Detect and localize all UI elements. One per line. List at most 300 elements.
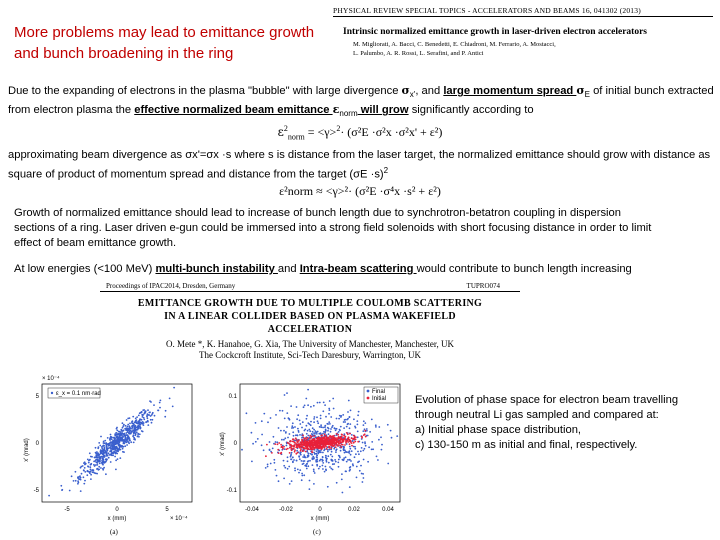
scatter-point-final xyxy=(308,452,310,454)
proceedings-title-line: IN A LINEAR COLLIDER BASED ON PLASMA WAKEFIELD xyxy=(164,311,456,322)
plot-c-legend-final: Final xyxy=(372,389,386,395)
scatter-point-final xyxy=(390,430,392,432)
scatter-point-final xyxy=(278,480,280,482)
scatter-point xyxy=(120,437,122,439)
scatter-point-final xyxy=(309,488,311,490)
scatter-point xyxy=(107,437,109,439)
scatter-point-final xyxy=(291,458,293,460)
scatter-point-final xyxy=(289,483,291,485)
scatter-point-final xyxy=(357,436,359,438)
scatter-point-final xyxy=(313,469,315,471)
scatter-point-final xyxy=(376,456,378,458)
scatter-point xyxy=(86,474,88,476)
scatter-point xyxy=(116,430,118,432)
scatter-point xyxy=(90,463,92,465)
scatter-point xyxy=(152,413,154,415)
text: , and xyxy=(415,85,444,97)
scatter-point xyxy=(121,433,123,435)
scatter-point xyxy=(137,436,139,438)
scatter-point xyxy=(95,464,97,466)
scatter-point xyxy=(122,427,124,429)
scatter-point-final xyxy=(273,459,275,461)
scatter-point-initial xyxy=(355,436,357,438)
scatter-point xyxy=(133,442,135,444)
scatter-point-final xyxy=(317,422,319,424)
scatter-point-final xyxy=(325,429,327,431)
scatter-point xyxy=(149,411,151,413)
scatter-point xyxy=(103,445,105,447)
scatter-point-final xyxy=(304,405,306,407)
scatter-point-final xyxy=(304,430,306,432)
scatter-point-initial xyxy=(349,433,351,435)
scatter-point-final xyxy=(368,446,370,448)
scatter-point-initial xyxy=(291,441,293,443)
scatter-point-final xyxy=(255,441,257,443)
scatter-point-initial xyxy=(318,448,320,450)
scatter-point-final xyxy=(322,465,324,467)
plot-a-xtick: -5 xyxy=(64,507,70,513)
scatter-point-initial xyxy=(361,437,363,439)
scatter-point-initial xyxy=(353,442,355,444)
scatter-point-final xyxy=(349,470,351,472)
scatter-point-initial xyxy=(316,438,318,440)
scatter-point-final xyxy=(378,426,380,428)
scatter-point-final xyxy=(270,463,272,465)
scatter-point xyxy=(99,458,101,460)
scatter-point-initial xyxy=(321,434,323,436)
scatter-point-initial xyxy=(287,442,289,444)
scatter-point-final xyxy=(371,419,373,421)
underlined-text: effective normalized beam emittance xyxy=(134,104,333,117)
scatter-point-final xyxy=(381,449,383,451)
scatter-point-initial xyxy=(302,450,304,452)
plot-a-legend: ε_x = 0.1 nm·rad xyxy=(56,391,101,397)
scatter-point-initial xyxy=(294,442,296,444)
subscript: E xyxy=(584,90,590,100)
scatter-point xyxy=(108,454,110,456)
scatter-point-final xyxy=(284,394,286,396)
scatter-point xyxy=(172,406,174,408)
scatter-point-final xyxy=(306,463,308,465)
scatter-point-final xyxy=(387,424,389,426)
scatter-point-final xyxy=(325,469,327,471)
scatter-point xyxy=(123,451,125,453)
scatter-point-final xyxy=(312,464,314,466)
scatter-point-final xyxy=(324,449,326,451)
scatter-point-final xyxy=(329,449,331,451)
scatter-point xyxy=(149,400,151,402)
scatter-point-final xyxy=(313,470,315,472)
scatter-point-initial xyxy=(351,445,353,447)
scatter-point-initial xyxy=(298,446,300,448)
scatter-point-initial xyxy=(303,442,305,444)
scatter-point xyxy=(114,438,116,440)
scatter-point xyxy=(150,419,152,421)
scatter-point-final xyxy=(328,462,330,464)
scatter-point xyxy=(134,429,136,431)
scatter-point-initial xyxy=(350,441,352,443)
scatter-point-initial xyxy=(280,444,282,446)
scatter-point-final xyxy=(308,455,310,457)
scatter-point xyxy=(127,424,129,426)
scatter-point-final xyxy=(273,436,275,438)
scatter-point-final xyxy=(321,426,323,428)
scatter-point-final xyxy=(303,406,305,408)
scatter-point-initial xyxy=(329,447,331,449)
scatter-point xyxy=(48,495,50,497)
scatter-point-final xyxy=(350,460,352,462)
plot-c-xtick: 0.04 xyxy=(382,507,394,513)
scatter-point-final xyxy=(288,466,290,468)
scatter-point-final xyxy=(267,464,269,466)
scatter-point-final xyxy=(283,439,285,441)
scatter-point-final xyxy=(345,451,347,453)
scatter-point xyxy=(124,445,126,447)
scatter-point-final xyxy=(332,469,334,471)
underlined-text: Intra-beam scattering xyxy=(299,263,417,275)
figure-caption xyxy=(415,393,715,453)
scatter-point-initial xyxy=(326,441,328,443)
scatter-point xyxy=(135,418,137,420)
scatter-point-initial xyxy=(342,441,344,443)
formula-part: 2 xyxy=(283,124,288,133)
proceedings-clipping xyxy=(100,282,520,361)
scatter-point-final xyxy=(375,426,377,428)
plot-a-corner-exponent: × 10⁻⁴ xyxy=(42,376,60,382)
scatter-point-final xyxy=(362,473,364,475)
plot-a-yticks xyxy=(34,394,40,494)
scatter-point xyxy=(104,440,106,442)
plot-a-panel-label: (a) xyxy=(110,528,118,536)
scatter-point xyxy=(103,461,105,463)
scatter-point-final xyxy=(307,435,309,437)
scatter-point xyxy=(71,475,73,477)
scatter-point-final xyxy=(257,438,259,440)
scatter-point xyxy=(97,447,99,449)
scatter-point xyxy=(132,416,134,418)
scatter-point-final xyxy=(272,448,274,450)
scatter-point-final xyxy=(289,433,291,435)
proceedings-authors-line: O. Mete *, K. Hanahoe, G. Xia, The University of Manchester, Manchester, UK xyxy=(165,339,455,349)
scatter-point xyxy=(109,442,111,444)
scatter-point xyxy=(142,409,144,411)
scatter-point xyxy=(103,441,105,443)
scatter-point-final xyxy=(320,459,322,461)
scatter-point-final xyxy=(371,449,373,451)
scatter-point xyxy=(128,430,130,432)
plot-c-panel-label: (c) xyxy=(313,528,321,536)
scatter-point-final xyxy=(316,464,318,466)
scatter-point-final xyxy=(326,461,328,463)
scatter-point-initial xyxy=(305,443,307,445)
plot-a-ytick: 0 xyxy=(35,441,39,447)
scatter-point-final xyxy=(357,451,359,453)
scatter-point-final xyxy=(299,423,301,425)
scatter-point-final xyxy=(317,453,319,455)
proceedings-authors-line: The Cockcroft Institute, Sci-Tech Daresbury, Warrington, UK xyxy=(198,350,422,360)
scatter-point xyxy=(100,467,102,469)
scatter-point xyxy=(147,421,149,423)
scatter-point-final xyxy=(330,416,332,418)
scatter-point xyxy=(112,442,114,444)
scatter-point xyxy=(80,479,82,481)
caption-line: c) 130-150 m as initial and final, respectively. xyxy=(415,439,638,451)
scatter-point-final xyxy=(307,465,309,467)
formula-emittance-approx: ε²norm ≈ <γ>²· (σ²E ·σ⁴x ·s² + ε²) xyxy=(279,184,441,198)
scatter-point xyxy=(106,458,108,460)
text: At low energies (<100 MeV) xyxy=(14,263,156,275)
scatter-point xyxy=(123,430,125,432)
scatter-point-final xyxy=(354,456,356,458)
scatter-point-initial xyxy=(337,445,339,447)
scatter-point xyxy=(129,417,131,419)
scatter-point xyxy=(118,431,120,433)
scatter-point-final xyxy=(301,473,303,475)
scatter-point-final xyxy=(303,463,305,465)
caption-line: a) Initial phase space distribution, xyxy=(415,424,582,436)
scatter-point-final xyxy=(318,468,320,470)
epsilon-symbol: ε xyxy=(332,102,340,117)
scatter-point xyxy=(102,469,104,471)
journal-authors xyxy=(333,41,673,58)
scatter-point-final xyxy=(338,459,340,461)
superscript: 2 xyxy=(383,166,389,175)
scatter-point-initial xyxy=(307,437,309,439)
scatter-point xyxy=(84,467,86,469)
scatter-point xyxy=(122,422,124,424)
scatter-point xyxy=(132,436,134,438)
scatter-point-final xyxy=(296,450,298,452)
scatter-point-final xyxy=(360,450,362,452)
scatter-point-initial xyxy=(322,446,324,448)
scatter-point-final xyxy=(267,466,269,468)
scatter-point xyxy=(165,410,167,412)
proceedings-authors xyxy=(100,339,520,361)
scatter-point-final xyxy=(325,455,327,457)
scatter-point-initial xyxy=(303,444,305,446)
scatter-point xyxy=(112,455,114,457)
text: would contribute to bunch length increasing xyxy=(416,263,632,275)
scatter-point xyxy=(108,445,110,447)
scatter-point xyxy=(95,453,97,455)
scatter-point-final xyxy=(349,416,351,418)
scatter-point xyxy=(61,489,63,491)
scatter-point-final xyxy=(284,437,286,439)
scatter-point xyxy=(145,421,147,423)
scatter-point xyxy=(104,448,106,450)
scatter-point xyxy=(110,436,112,438)
scatter-point-initial xyxy=(274,443,276,445)
plot-c-legend-initial: Initial xyxy=(372,396,387,402)
plot-c-xticks xyxy=(245,507,394,513)
scatter-point-final xyxy=(251,432,253,434)
scatter-point-final xyxy=(348,400,350,402)
scatter-point-final xyxy=(365,445,367,447)
slide-title: More problems may lead to emittance growth and bunch broadening in the ring xyxy=(14,24,315,62)
paragraph-approximation xyxy=(8,148,716,183)
scatter-point xyxy=(138,436,140,438)
plot-c-phase-space-comparison xyxy=(218,380,408,538)
proceedings-title xyxy=(100,297,520,336)
scatter-point xyxy=(136,427,138,429)
scatter-point-final xyxy=(332,425,334,427)
plot-c-ylabel: x' (mrad) xyxy=(220,432,226,456)
scatter-point-initial xyxy=(313,447,315,449)
scatter-point-final xyxy=(322,452,324,454)
scatter-point-final xyxy=(325,457,327,459)
scatter-point xyxy=(126,442,128,444)
scatter-point-initial xyxy=(354,441,356,443)
scatter-point-initial xyxy=(293,439,295,441)
journal-title: Intrinsic normalized emittance growth in laser-driven electron accelerators xyxy=(343,27,648,37)
scatter-point xyxy=(116,427,118,429)
scatter-point-initial xyxy=(363,434,365,436)
scatter-point-final xyxy=(357,424,359,426)
scatter-point xyxy=(115,460,117,462)
scatter-point xyxy=(84,464,86,466)
scatter-point-initial xyxy=(341,438,343,440)
scatter-point-initial xyxy=(353,438,355,440)
scatter-point-initial xyxy=(309,435,311,437)
scatter-point-final xyxy=(337,462,339,464)
plot-c-legend-marker-final xyxy=(367,390,370,393)
scatter-point xyxy=(113,451,115,453)
scatter-point-final xyxy=(314,416,316,418)
scatter-point-final xyxy=(336,428,338,430)
scatter-point-initial xyxy=(332,438,334,440)
scatter-point-final xyxy=(294,467,296,469)
scatter-point-final xyxy=(350,410,352,412)
scatter-point xyxy=(88,460,90,462)
scatter-point-final xyxy=(276,441,278,443)
scatter-point xyxy=(158,410,160,412)
scatter-point-final xyxy=(292,422,294,424)
scatter-point-initial xyxy=(330,447,332,449)
scatter-point xyxy=(110,448,112,450)
scatter-point-final xyxy=(292,461,294,463)
scatter-point xyxy=(102,454,104,456)
scatter-point-final xyxy=(338,431,340,433)
scatter-point xyxy=(146,415,148,417)
scatter-point xyxy=(114,442,116,444)
scatter-point-final xyxy=(298,430,300,432)
scatter-point xyxy=(153,404,155,406)
scatter-point-final xyxy=(330,454,332,456)
scatter-point xyxy=(94,472,96,474)
scatter-point-initial xyxy=(339,445,341,447)
scatter-point xyxy=(123,440,125,442)
scatter-point-initial xyxy=(344,444,346,446)
scatter-point xyxy=(147,417,149,419)
scatter-point-initial xyxy=(337,440,339,442)
scatter-point xyxy=(117,458,119,460)
scatter-point-initial xyxy=(315,441,317,443)
scatter-point-final xyxy=(327,455,329,457)
scatter-point-final xyxy=(346,426,348,428)
scatter-point-initial xyxy=(347,433,349,435)
scatter-point-final xyxy=(364,422,366,424)
caption-line: Evolution of phase space for electron beam travelling through neutral Li gas sampled and compared at: xyxy=(415,394,679,421)
scatter-point xyxy=(109,439,111,441)
scatter-point-initial xyxy=(310,441,312,443)
scatter-point-final xyxy=(331,456,333,458)
scatter-point-initial xyxy=(313,435,315,437)
scatter-point-final xyxy=(351,434,353,436)
scatter-point xyxy=(94,460,96,462)
scatter-point-final xyxy=(362,481,364,483)
scatter-point-final xyxy=(316,450,318,452)
scatter-point-initial xyxy=(345,440,347,442)
scatter-point-initial xyxy=(335,437,337,439)
scatter-point-final xyxy=(349,486,351,488)
proceedings-header-left: Proceedings of IPAC2014, Dresden, Germany xyxy=(106,282,236,290)
scatter-point xyxy=(139,426,141,428)
scatter-point-final xyxy=(324,425,326,427)
scatter-point xyxy=(60,485,62,487)
scatter-point xyxy=(90,474,92,476)
scatter-point xyxy=(99,454,101,456)
scatter-point-final xyxy=(347,411,349,413)
scatter-point-final xyxy=(263,413,265,415)
scatter-point xyxy=(98,466,100,468)
scatter-point-final xyxy=(265,467,267,469)
scatter-point-final xyxy=(343,433,345,435)
formula-emittance xyxy=(220,124,500,141)
scatter-point-initial xyxy=(294,449,296,451)
scatter-point xyxy=(95,447,97,449)
scatter-point xyxy=(136,419,138,421)
scatter-point-final xyxy=(332,398,334,400)
scatter-point xyxy=(99,463,101,465)
scatter-point xyxy=(118,439,120,441)
scatter-point xyxy=(102,457,104,459)
scatter-point-final xyxy=(363,459,365,461)
scatter-point xyxy=(82,465,84,467)
scatter-point-final xyxy=(325,430,327,432)
scatter-point xyxy=(106,446,108,448)
scatter-point xyxy=(89,452,91,454)
scatter-point xyxy=(126,429,128,431)
scatter-point-final xyxy=(349,446,351,448)
scatter-point-final xyxy=(363,477,365,479)
scatter-point-final xyxy=(340,450,342,452)
underlined-text: large momentum spread xyxy=(443,85,577,97)
scatter-point-final xyxy=(320,452,322,454)
scatter-point-initial xyxy=(278,442,280,444)
scatter-point-final xyxy=(333,408,335,410)
scatter-point-initial xyxy=(314,438,316,440)
scatter-point xyxy=(77,476,79,478)
scatter-point xyxy=(124,443,126,445)
scatter-point-final xyxy=(297,469,299,471)
scatter-point-final xyxy=(354,448,356,450)
scatter-point-initial xyxy=(348,436,350,438)
scatter-point-initial xyxy=(318,440,320,442)
scatter-point-initial xyxy=(319,445,321,447)
scatter-point-final xyxy=(311,454,313,456)
scatter-point xyxy=(113,445,115,447)
scatter-point-final xyxy=(293,459,295,461)
scatter-point xyxy=(77,483,79,485)
scatter-point-initial xyxy=(309,445,311,447)
scatter-point-final xyxy=(313,421,315,423)
scatter-point-final xyxy=(367,461,369,463)
scatter-point-final xyxy=(380,436,382,438)
scatter-point-final xyxy=(304,465,306,467)
scatter-point-initial xyxy=(340,446,342,448)
scatter-point-final xyxy=(341,479,343,481)
scatter-point-final xyxy=(322,468,324,470)
